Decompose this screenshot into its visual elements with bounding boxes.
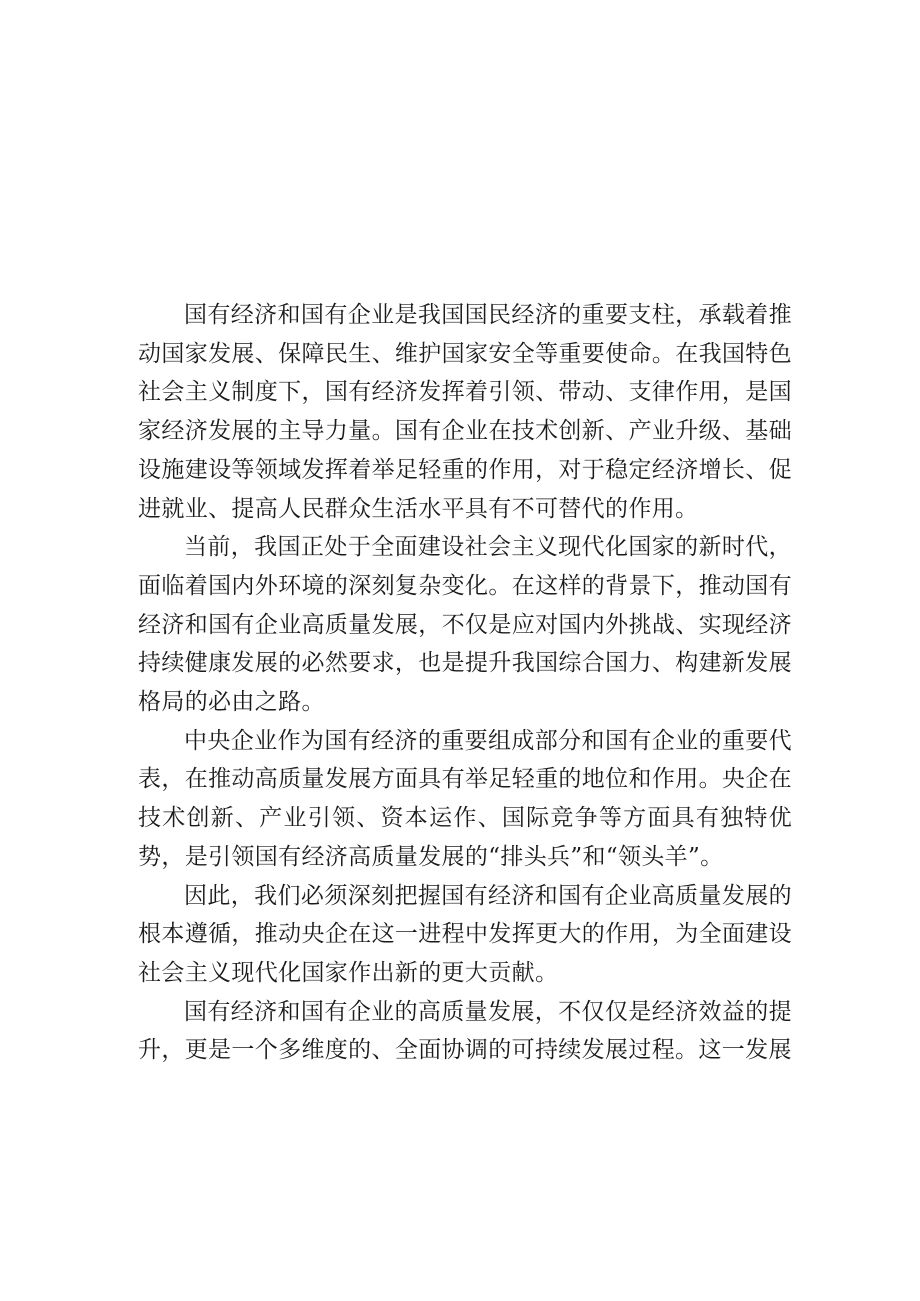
body-text [138, 296, 792, 1070]
paragraph-1: 国有经济和国有企业是我国国民经济的重要支柱，承载着推动国家发展、保障民生、维护国家安全等重要使命。在我国特色社会主义制度下，国有经济发挥着引领、带动、支律作用，是国家经济发展的主导力量。国有企业在技术创新、产业升级、基础设施建设等领域发挥着举足轻重的作用，对于稳定经济增长、促进就业、提高人民群众生活水平具有不可替代的作用。 [138, 302, 792, 522]
paragraph-4: 因此，我们必须深刻把握国有经济和国有企业高质量发展的根本遵循，推动央企在这一进程中发挥更大的作用，为全面建设社会主义现代化国家作出新的更大贡献。 [138, 882, 792, 986]
paragraph-2: 当前，我国正处于全面建设社会主义现代化国家的新时代，面临着国内外环境的深刻复杂变化。在这样的背景下，推动国有经济和国有企业高质量发展，不仅是应对国内外挑战、实现经济持续健康发展的必然要求，也是提升我国综合国力、构建新发展格局的必由之路。 [138, 534, 792, 716]
paragraph-3: 中央企业作为国有经济的重要组成部分和国有企业的重要代表，在推动高质量发展方面具有举足轻重的地位和作用。央企在技术创新、产业引领、资本运作、国际竞争等方面具有独特优势，是引领国有经济高质量发展的“排头兵”和“领头羊”。 [138, 727, 792, 870]
paragraph-5: 国有经济和国有企业的高质量发展，不仅仅是经济效益的提升，更是一个多维度的、全面协调的可持续发展过程。这一发展 [138, 998, 792, 1064]
